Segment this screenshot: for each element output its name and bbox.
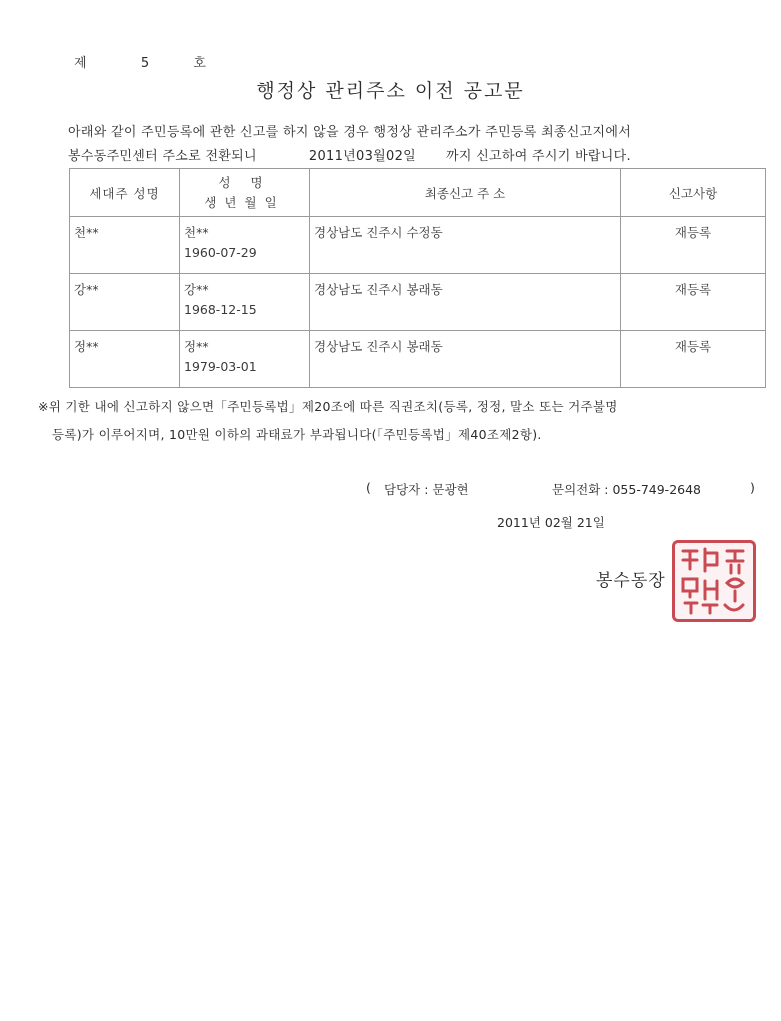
header-address-label: 최종신고 주 소 bbox=[424, 185, 506, 201]
cell-name-dob bbox=[180, 331, 310, 388]
cell-dob: 1960-07-29 bbox=[184, 245, 257, 260]
intro-line-2 bbox=[68, 145, 631, 164]
contact-person: 담당자 : 문광현 bbox=[384, 482, 469, 497]
cell-name-dob bbox=[180, 274, 310, 331]
cell-householder: 강** bbox=[70, 274, 180, 331]
table-row bbox=[70, 217, 766, 274]
header-dob-label: 생년월일 bbox=[204, 194, 285, 210]
signature-office: 봉수동장 bbox=[596, 571, 666, 591]
contact-close-paren: ) bbox=[750, 480, 755, 495]
table-header-row bbox=[70, 169, 766, 217]
header-action bbox=[621, 169, 766, 217]
cell-householder: 천** bbox=[70, 217, 180, 274]
official-seal-stamp bbox=[672, 540, 756, 622]
issue-prefix: 제 bbox=[74, 56, 87, 71]
cell-action: 재등록 bbox=[621, 331, 766, 388]
cell-name: 정** bbox=[184, 339, 209, 354]
cell-name: 천** bbox=[184, 225, 209, 240]
notice-line-2: 등록)가 이루어지며, 10만원 이하의 과태료가 부과됩니다(「주민등록법」제40조제2항). bbox=[52, 427, 542, 442]
registry-table bbox=[69, 168, 766, 388]
table-row bbox=[70, 274, 766, 331]
contact-open-paren: ( bbox=[366, 480, 371, 495]
header-householder-label: 세대주 성명 bbox=[89, 185, 160, 201]
deadline-date: 2011년03월02일 bbox=[308, 149, 417, 164]
issue-suffix: 호 bbox=[193, 56, 206, 71]
cell-address: 경상남도 진주시 봉래동 bbox=[310, 274, 621, 331]
cell-action: 재등록 bbox=[621, 217, 766, 274]
header-name-dob bbox=[180, 169, 310, 217]
intro-line-2-start: 봉수동주민센터 주소로 전환되니 bbox=[68, 149, 257, 164]
cell-action: 재등록 bbox=[621, 274, 766, 331]
contact-phone: 문의전화 : 055-749-2648 bbox=[552, 482, 702, 497]
issue-date: 2011년 02월 21일 bbox=[497, 515, 605, 530]
issue-value: 5 bbox=[140, 56, 150, 71]
cell-name: 강** bbox=[184, 282, 209, 297]
issue-number bbox=[74, 52, 206, 71]
intro-line-2-end: 까지 신고하여 주시기 바랍니다. bbox=[446, 149, 631, 164]
cell-dob: 1979-03-01 bbox=[184, 359, 257, 374]
header-householder bbox=[70, 169, 180, 217]
cell-address: 경상남도 진주시 봉래동 bbox=[310, 331, 621, 388]
seal-glyphs-icon bbox=[675, 543, 753, 619]
intro-line-1: 아래와 같이 주민등록에 관한 신고를 하지 않을 경우 행정상 관리주소가 주민등록 최종신고지에서 bbox=[68, 125, 632, 140]
cell-dob: 1968-12-15 bbox=[184, 302, 257, 317]
header-name-label: 성 명 bbox=[218, 174, 271, 190]
cell-address: 경상남도 진주시 수정동 bbox=[310, 217, 621, 274]
cell-name-dob bbox=[180, 217, 310, 274]
table-row bbox=[70, 331, 766, 388]
header-address bbox=[310, 169, 621, 217]
header-action-label: 신고사항 bbox=[668, 185, 718, 201]
notice-line-1: ※위 기한 내에 신고하지 않으면「주민등록법」제20조에 따른 직권조치(등록, 정정, 말소 또는 거주불명 bbox=[38, 399, 618, 414]
cell-householder: 정** bbox=[70, 331, 180, 388]
document-title: 행정상 관리주소 이전 공고문 bbox=[256, 80, 525, 102]
